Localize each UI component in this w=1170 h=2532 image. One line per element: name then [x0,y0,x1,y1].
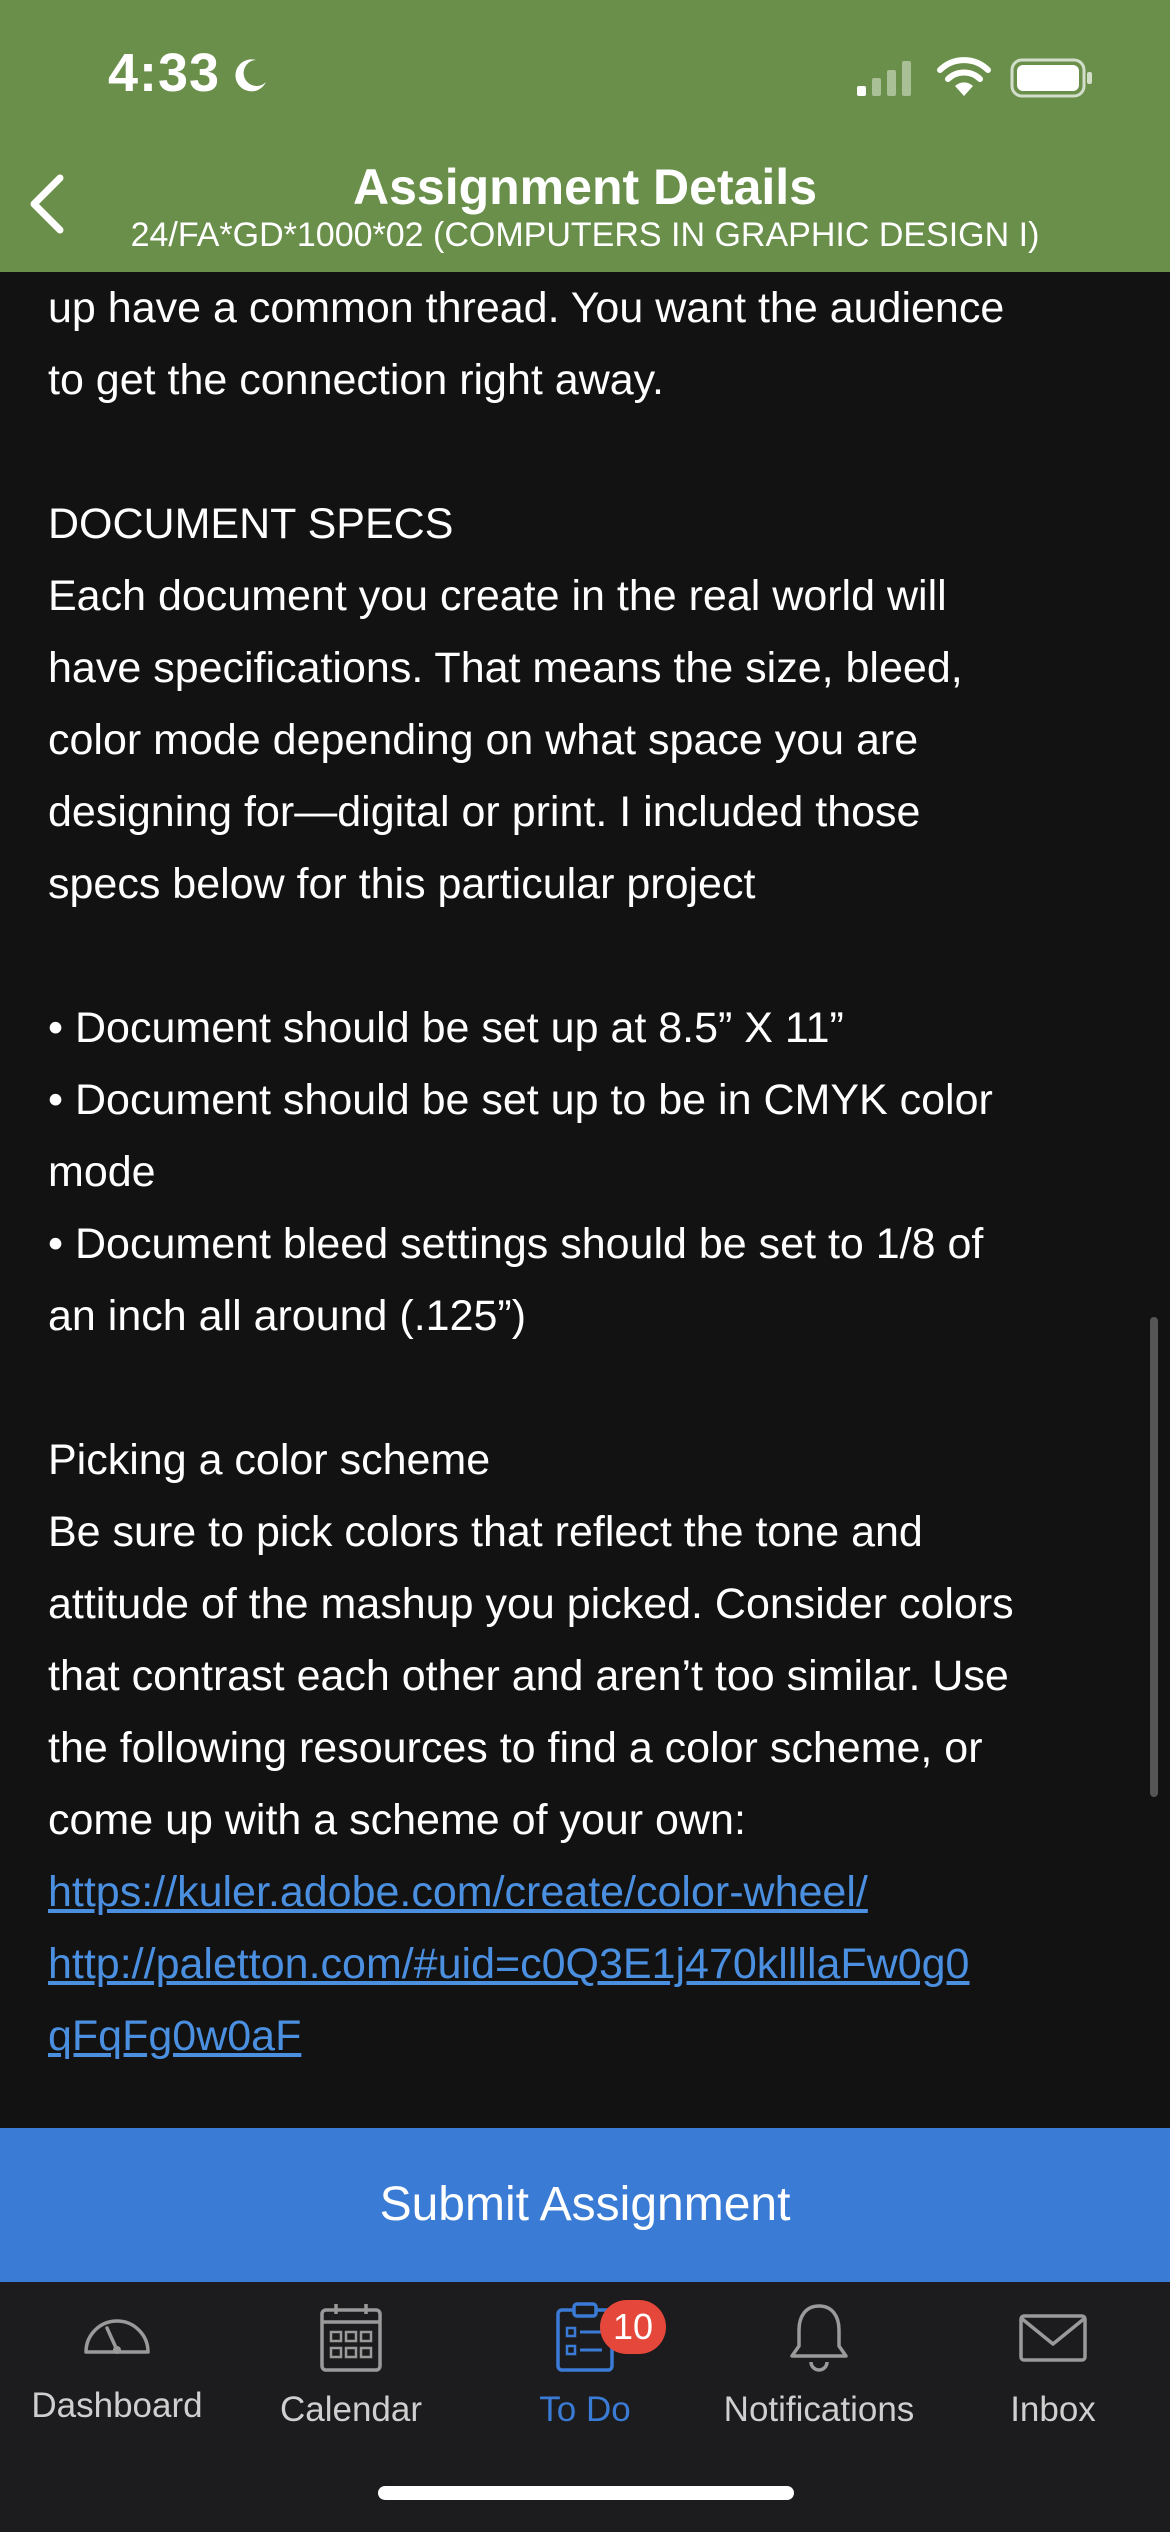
calendar-icon [316,2300,386,2374]
bell-icon [784,2300,854,2374]
course-subtitle: 24/FA*GD*1000*02 (COMPUTERS IN GRAPHIC DESIGN I) [130,216,1040,254]
paletton-link[interactable] [48,1928,1128,2072]
tab-label: Calendar [279,2390,423,2429]
bullet-line: • Document bleed settings should be set to 1/8 of [48,1220,984,1268]
text-line: Be sure to pick colors that reflect the tone and [48,1508,923,1556]
color-scheme-section [48,1424,1128,2072]
text-line: specs below for this particular project [48,860,756,908]
wifi-icon [935,56,993,98]
tab-label: To Do [539,2390,631,2429]
text-line: come up with a scheme of your own: [48,1796,746,1844]
assignment-description[interactable] [0,272,1170,2128]
tab-label: Notifications [723,2390,915,2429]
tab-notifications[interactable] [702,2300,936,2460]
text-line: to get the connection right away. [48,356,664,404]
tab-label: Inbox [1010,2390,1096,2429]
tab-label: Dashboard [31,2386,203,2425]
kuler-link[interactable]: https://kuler.adobe.com/create/color-wheel/ [48,1868,868,1916]
text-line: designing for—digital or print. I included those [48,788,921,836]
paletton-link-line2: qFqFg0w0aF [48,2012,302,2060]
tab-dashboard[interactable] [0,2300,234,2460]
bullet-line: an inch all around (.125”) [48,1292,527,1340]
bullet-line: • Document should be set up to be in CMYK color [48,1076,993,1124]
text-line: the following resources to find a color scheme, or [48,1724,983,1772]
tab-todo[interactable] [468,2300,702,2460]
bullet-line: • Document should be set up at 8.5” X 11” [48,1004,844,1052]
description-text [48,272,1128,2072]
specs-heading: DOCUMENT SPECS [48,500,454,548]
moon-icon [232,56,270,94]
home-indicator[interactable] [378,2486,794,2500]
dashboard-gauge-icon [78,2300,156,2370]
page-title: Assignment Details [352,159,817,215]
text-line: that contrast each other and aren’t too similar. Use [48,1652,1009,1700]
specs-section [48,488,1128,920]
tab-inbox[interactable] [936,2300,1170,2460]
battery-icon [1010,58,1094,98]
scrollbar[interactable] [1150,1317,1158,1797]
specs-bullets [48,992,1128,1352]
text-line: color mode depending on what space you are [48,716,919,764]
color-scheme-heading: Picking a color scheme [48,1436,491,1484]
todo-count-badge: 10 [600,2300,666,2354]
status-time: 4:33 [108,43,221,103]
text-line: have specifications. That means the size, bleed, [48,644,963,692]
intro-paragraph [48,272,1128,416]
text-line: up have a common thread. You want the audience [48,284,1005,332]
tab-calendar[interactable] [234,2300,468,2460]
envelope-icon [1017,2300,1089,2374]
header-bar [0,0,1170,272]
cellular-signal-icon [855,58,915,98]
paletton-link-line1: http://paletton.com/#uid=c0Q3E1j470kllllaFw0g0 [48,1940,970,1988]
text-line: attitude of the mashup you picked. Consider colors [48,1580,1014,1628]
bullet-line: mode [48,1148,156,1196]
text-line: Each document you create in the real world will [48,572,947,620]
submit-assignment-button[interactable]: Submit Assignment [0,2128,1170,2282]
